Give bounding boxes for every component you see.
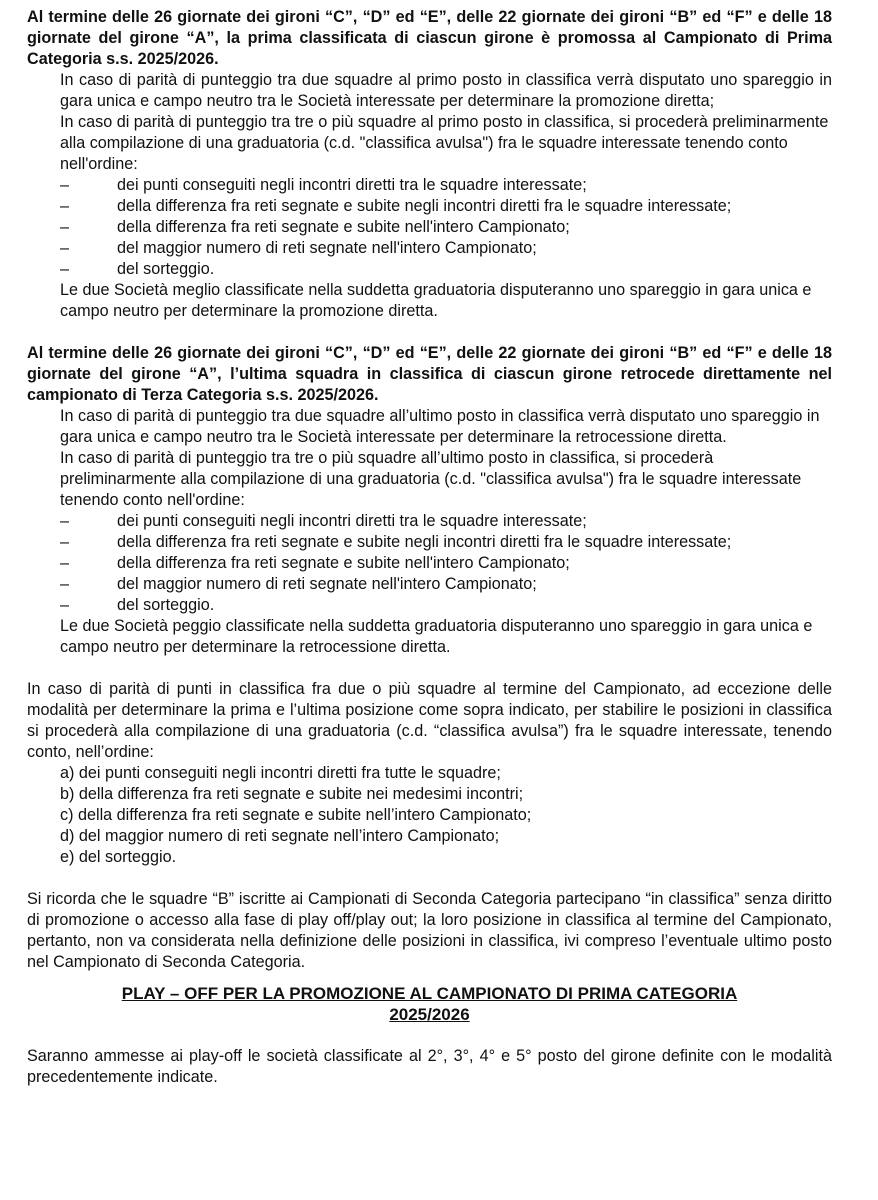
list-item: – del maggior numero di reti segnate nell'intero Campionato; <box>60 575 537 593</box>
b-teams-note: Si ricorda che le squadre “B” iscritte ai Campionati di Seconda Categoria partecipano “in classifica” senza diritto di promozione o accesso alla fase di play off/play out; la loro posizione in classifica al termine del Campionato, pertanto, non va considerata nella definizione delle posizioni in classifica, ivi compreso l’eventuale ultimo posto nel Campionato di Seconda Categoria. <box>27 890 832 971</box>
list-item: – della differenza fra reti segnate e subite nell'intero Campionato; <box>60 554 570 572</box>
promotion-tie-three: In caso di parità di punteggio tra tre o più squadre al primo posto in classifica, si procederà preliminarmente alla compilazione di una graduatoria (c.d. "classifica avulsa") fra le squadre interessate tenendo conto nell'ordine: <box>60 113 829 173</box>
list-item: – della differenza fra reti segnate e subite nell'intero Campionato; <box>60 218 570 236</box>
dash-marker: – <box>60 176 70 194</box>
list-item: e) del sorteggio. <box>60 848 177 866</box>
spacer <box>27 1025 832 1046</box>
list-item: b) della differenza fra reti segnate e subite nei medesimi incontri; <box>60 785 524 803</box>
dash-marker: – <box>60 533 70 551</box>
promotion-intro: Al termine delle 26 giornate dei gironi “C”, “D” ed “E”, delle 22 giornate dei gironi “B” ed “F” e delle 18 giornate del girone “A”, la prima classificata di ciascun girone è promossa al Campionato di Prima Categoria s.s. 2025/2026. <box>27 8 832 68</box>
playoff-text: Saranno ammesse ai play-off le società classificate al 2°, 3°, 4° e 5° posto del girone definite con le modalità precedentemente indicate. <box>27 1047 832 1086</box>
promotion-conclusion: Le due Società meglio classificate nella suddetta graduatoria disputeranno uno spareggio in gara unica e campo neutro per determinare la promozione diretta. <box>60 281 812 320</box>
list-item: – del maggior numero di reti segnate nell'intero Campionato; <box>60 239 537 257</box>
dash-marker: – <box>60 575 70 593</box>
dash-marker: – <box>60 260 70 278</box>
playoff-heading-line1: PLAY – OFF PER LA PROMOZIONE AL CAMPIONATO DI PRIMA CATEGORIA <box>121 984 738 1003</box>
dash-marker: – <box>60 239 70 257</box>
playoff-heading <box>27 983 832 1025</box>
dash-marker: – <box>60 596 70 614</box>
promotion-criteria-list <box>27 175 832 280</box>
general-tie-criteria-list <box>27 763 832 868</box>
dash-marker: – <box>60 197 70 215</box>
relegation-conclusion: Le due Società peggio classificate nella suddetta graduatoria disputeranno uno spareggio in gara unica e campo neutro per determinare la retrocessione diretta. <box>60 617 813 656</box>
relegation-tie-three: In caso di parità di punteggio tra tre o più squadre all’ultimo posto in classifica, si procederà preliminarmente alla compilazione di una graduatoria (c.d. "classifica avulsa") fra le squadre interessate tenendo conto nell'ordine: <box>60 449 802 509</box>
list-item: – del sorteggio. <box>60 596 215 614</box>
list-item: – della differenza fra reti segnate e subite negli incontri diretti fra le squadre interessate; <box>60 533 732 551</box>
list-item: – del sorteggio. <box>60 260 215 278</box>
list-item: – della differenza fra reti segnate e subite negli incontri diretti fra le squadre interessate; <box>60 197 732 215</box>
playoff-heading-line2: 2025/2026 <box>389 1005 470 1024</box>
list-item: – dei punti conseguiti negli incontri diretti tra le squadre interessate; <box>60 512 587 530</box>
spacer <box>27 868 832 889</box>
dash-marker: – <box>60 554 70 572</box>
spacer <box>27 322 832 343</box>
list-item: – dei punti conseguiti negli incontri diretti tra le squadre interessate; <box>60 176 587 194</box>
relegation-tie-two: In caso di parità di punteggio tra due squadre all’ultimo posto in classifica verrà disputato uno spareggio in gara unica e campo neutro tra le Società interessate per determinare la retrocessione diretta. <box>60 407 820 446</box>
general-tie-intro: In caso di parità di punti in classifica fra due o più squadre al termine del Campionato, ad eccezione delle modalità per determinare la prima e l’ultima posizione come sopra indicato, per stabilire le posizioni in classifica si procederà alla compilazione di una graduatoria (c.d. “classifica avulsa”) fra le squadre interessate, tenendo conto, nell’ordine: <box>27 680 832 761</box>
list-item: a) dei punti conseguiti negli incontri diretti fra tutte le squadre; <box>60 764 501 782</box>
list-item: c) della differenza fra reti segnate e subite nell’intero Campionato; <box>60 806 532 824</box>
spacer <box>27 658 832 679</box>
dash-marker: – <box>60 218 70 236</box>
relegation-criteria-list <box>27 511 832 616</box>
list-item: d) del maggior numero di reti segnate nell’intero Campionato; <box>60 827 500 845</box>
relegation-intro: Al termine delle 26 giornate dei gironi “C”, “D” ed “E”, delle 22 giornate dei gironi “B” ed “F” e delle 18 giornate del girone “A”, l’ultima squadra in classifica di ciascun girone retrocede direttamente nel campionato di Terza Categoria s.s. 2025/2026. <box>27 344 832 404</box>
dash-marker: – <box>60 512 70 530</box>
promotion-tie-two: In caso di parità di punteggio tra due squadre al primo posto in classifica verrà disputato uno spareggio in gara unica e campo neutro tra le Società interessate per determinare la promozione diretta; <box>60 71 832 110</box>
